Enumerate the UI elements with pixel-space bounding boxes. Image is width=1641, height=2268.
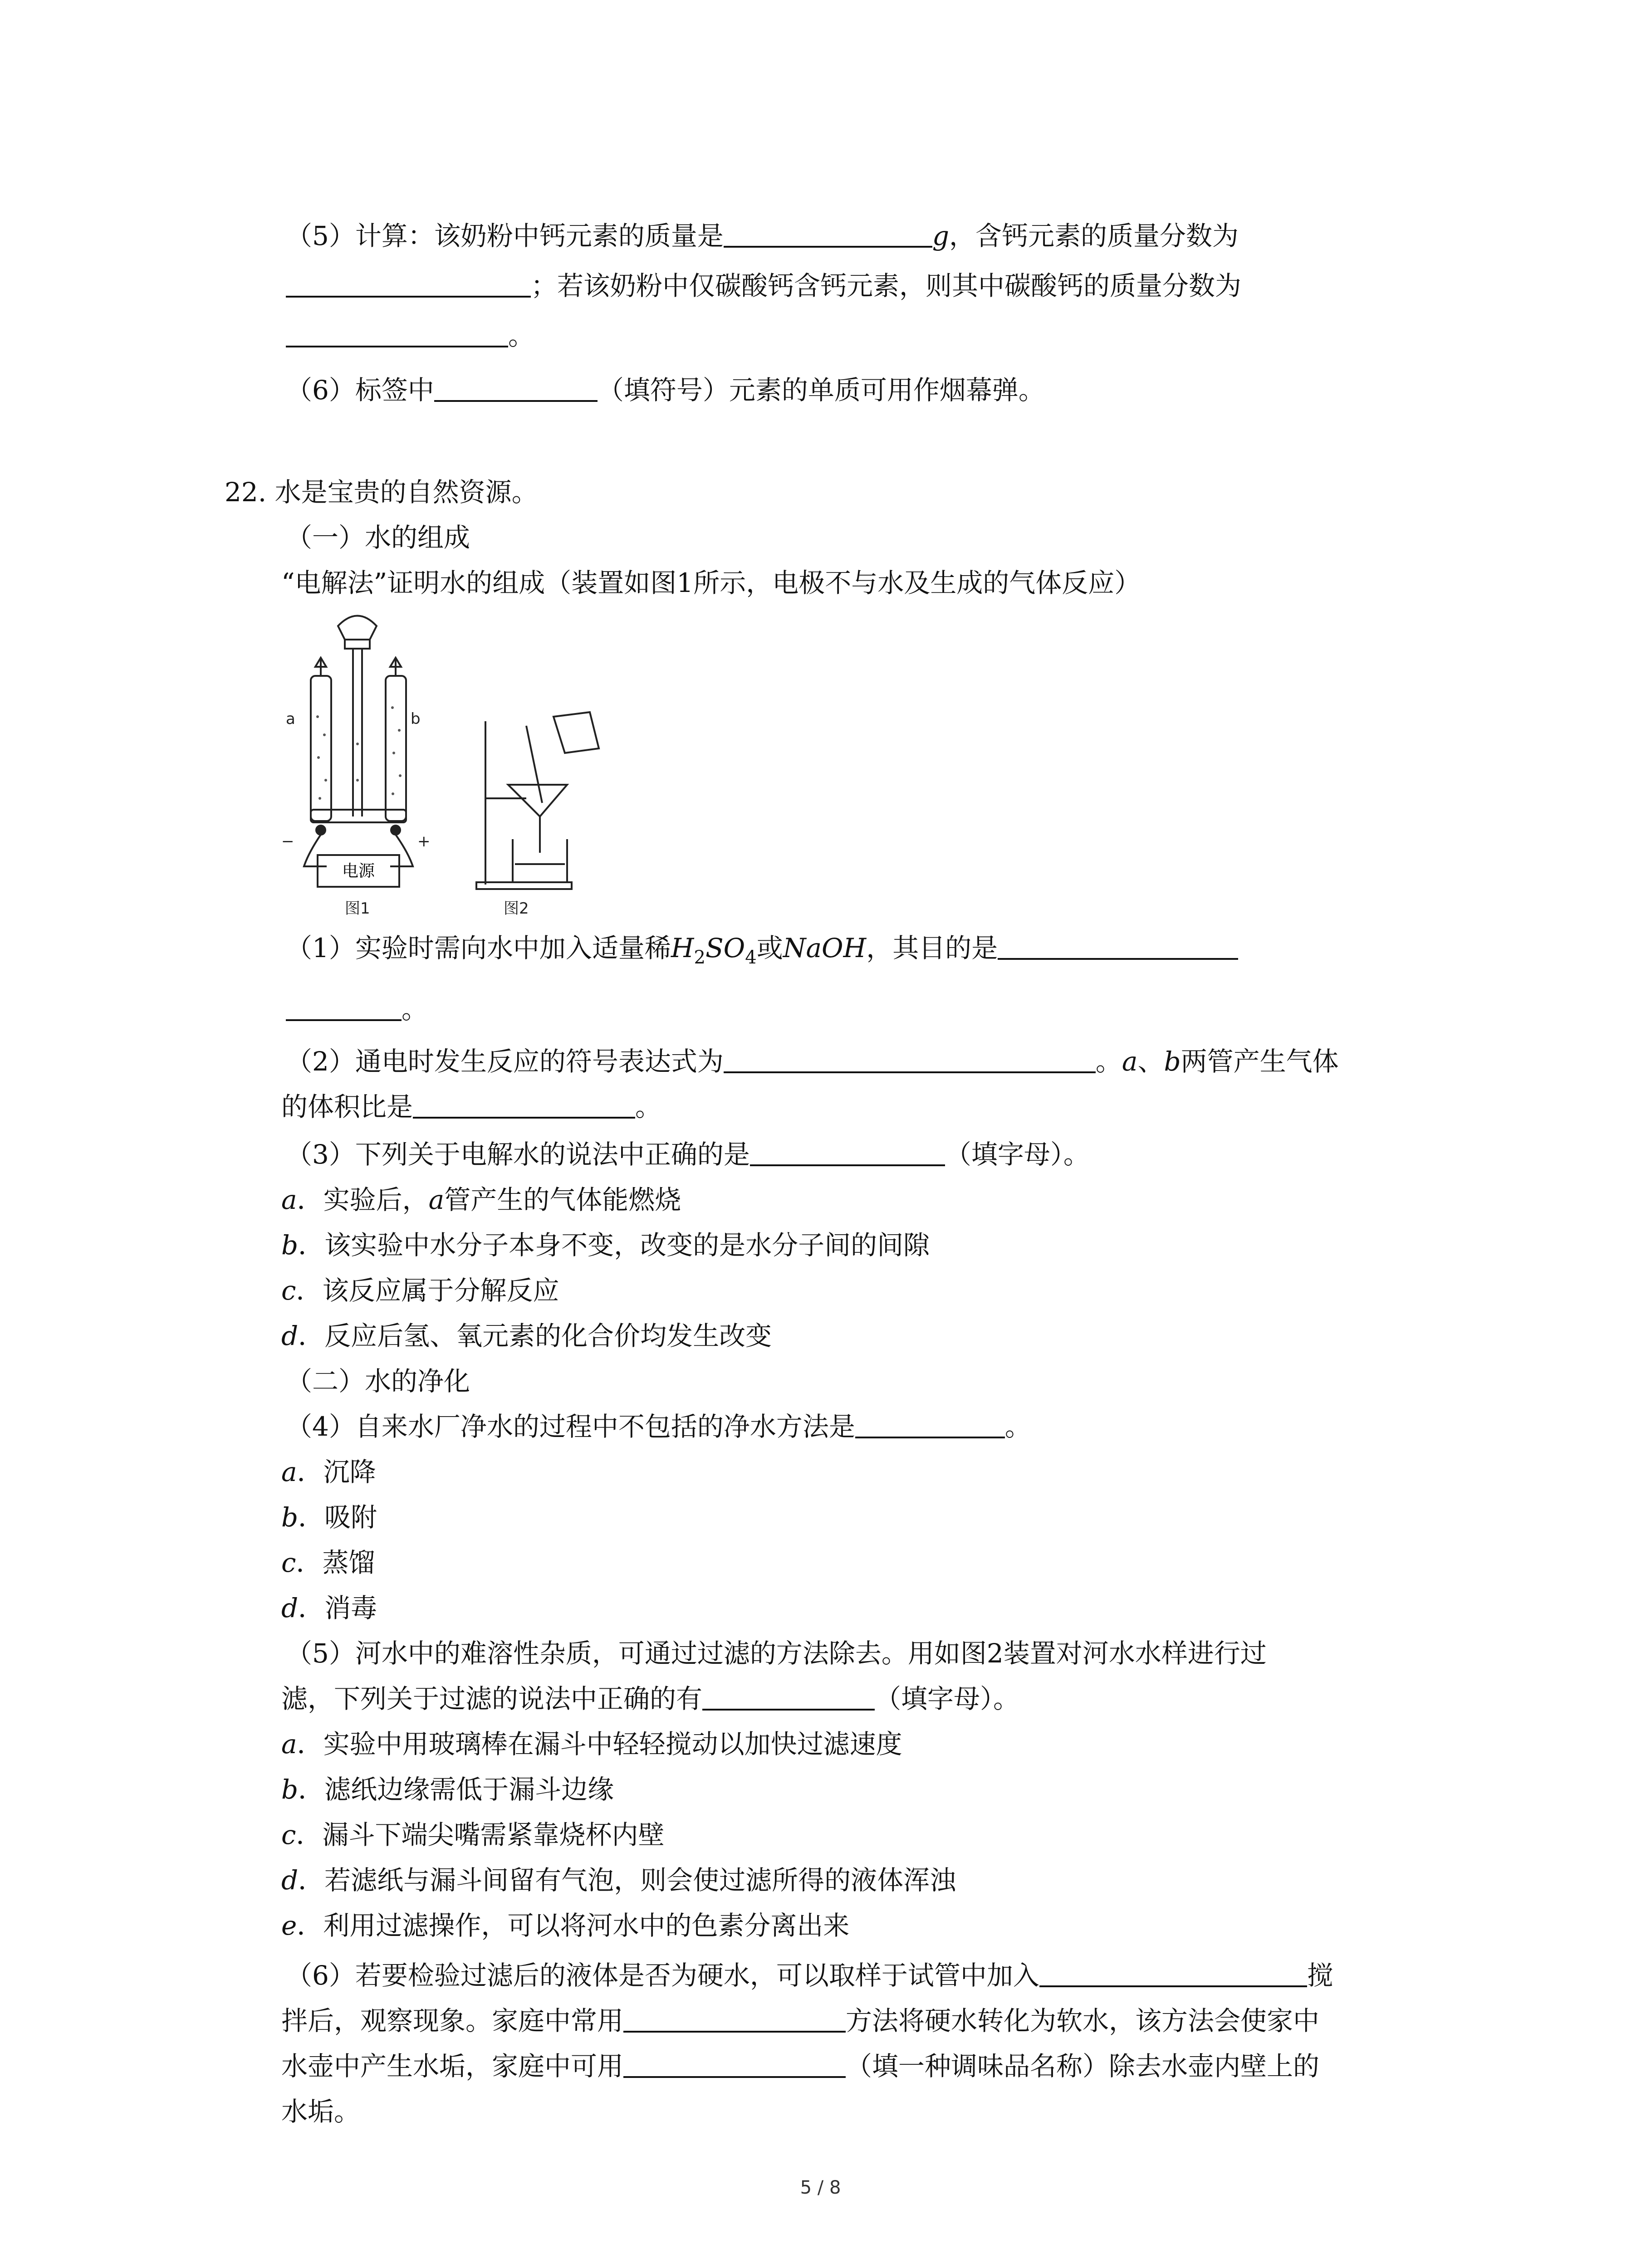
q22-4-text: （4）自来水厂净水的过程中不包括的净水方法是 [286,1411,855,1442]
q22-3-option-c[interactable] [281,1272,559,1309]
answer-blank[interactable] [750,1139,945,1166]
q22-2-rest: 两管产生气体 [1181,1046,1339,1077]
option-text: ．利用过滤操作，可以将河水中的色素分离出来 [297,1910,850,1941]
option-text: ．若滤纸与漏斗间留有气泡，则会使过滤所得的液体浑浊 [298,1865,956,1896]
q21-6-text-b: （填符号）元素的单质可用作烟幕弹。 [597,375,1045,406]
q22-3-option-b[interactable] [281,1227,930,1263]
q22-6-line3 [281,2048,1319,2084]
option-text: ．反应后氢、氧元素的化合价均发生改变 [298,1320,772,1351]
q22-2-text-b: 。 [1095,1046,1122,1077]
option-var: a [428,1184,445,1215]
q22-4-option-a[interactable] [281,1454,376,1490]
q21-5-line2 [286,268,1241,304]
formula-h: H [671,933,694,963]
answer-blank[interactable] [998,933,1238,960]
q22-4-option-b[interactable] [281,1499,377,1535]
q22-6-text-c: 水壶中产生水垢，家庭中可用 [281,2051,624,2082]
option-text: ．消毒 [298,1593,377,1623]
q22-3-question [286,1136,1090,1173]
q22-6-tail-b: 方法将硬水转化为软水，该方法会使家中 [846,2005,1320,2036]
option-letter: b [281,1502,299,1533]
option-text: ．实验后， [297,1184,429,1215]
q22-5-line1: （5）河水中的难溶性杂质，可通过过滤的方法除去。用如图2装置对河水水样进行过 [286,1638,1267,1669]
q22-6-text-b: 拌后，观察现象。家庭中常用 [281,2005,624,2036]
q22-6-line4: 水垢。 [281,2096,361,2127]
option-text: ．沉降 [297,1457,376,1487]
option-text: ．滤纸边缘需低于漏斗边缘 [298,1774,614,1805]
answer-blank[interactable] [724,1046,1096,1073]
answer-blank[interactable] [413,1091,635,1119]
option-text: ．实验中用玻璃棒在漏斗中轻轻搅动以加快过滤速度 [297,1729,902,1760]
q21-6-text-a: （6）标签中 [286,375,434,406]
formula-naoh: NaOH [783,933,867,963]
formula-so: SO [705,933,745,963]
answer-blank[interactable] [623,2005,846,2033]
option-text: ．吸附 [298,1502,377,1533]
figure-2-caption: 图2 [504,899,529,918]
q22-5-option-a[interactable] [281,1726,902,1762]
unit-g: g [932,220,950,251]
answer-blank[interactable] [286,270,531,298]
q22-3-text: （3）下列关于电解水的说法中正确的是 [286,1139,750,1170]
q22-1-line2 [286,991,428,1027]
option-letter: c [281,1547,296,1578]
formula-sub-4: 4 [745,947,757,968]
option-letter: e [281,1910,297,1941]
option-letter: a [281,1184,297,1215]
q22-5-text-b: 滤，下列关于过滤的说法中正确的有 [281,1683,703,1714]
answer-blank[interactable] [724,220,932,248]
q22-1-line1 [286,930,1238,966]
answer-blank[interactable] [1039,1960,1307,1987]
q22-5-option-b[interactable] [281,1771,614,1808]
page-number: 5 / 8 [800,2177,841,2198]
q21-6-line [286,372,1045,408]
q22-5-option-d[interactable] [281,1862,956,1898]
q22-4-tail: 。 [1004,1411,1031,1442]
q21-5-text-d: ；若该奶粉中仅碳酸钙含钙元素，则其中碳酸钙的质量分数为 [531,270,1242,301]
q22-4-option-d[interactable] [281,1590,377,1626]
option-letter: b [281,1230,299,1261]
q22-5-tail: （填字母）。 [875,1683,1020,1714]
q22-section-1: （一）水的组成 [286,522,470,553]
answer-blank[interactable] [702,1683,875,1711]
q22-5-option-e[interactable] [281,1907,849,1944]
answer-blank[interactable] [286,320,508,347]
option-text: ．该反应属于分解反应 [296,1275,559,1306]
q22-3-tail: （填字母）。 [945,1139,1090,1170]
q22-5-option-c[interactable] [281,1817,665,1853]
electrode-a-label: a [286,710,295,728]
q22-6-line1 [286,1957,1333,1994]
figure-1-caption: 图1 [345,899,370,918]
option-letter: b [281,1774,299,1805]
q22-2-mid: 、 [1137,1046,1164,1077]
option-letter: d [281,1865,299,1896]
tube-b: b [1164,1046,1181,1077]
q22-2-text-d: 的体积比是 [281,1091,413,1122]
option-letter: a [281,1457,297,1487]
option-letter: c [281,1275,296,1306]
figure-2-filtration [467,708,612,894]
formula-sub-2: 2 [694,947,705,968]
q22-6-tail-c: （填一种调味品名称）除去水壶内壁上的 [846,2051,1320,2082]
q22-5-line2 [281,1681,1019,1717]
q22-intro: “电解法”证明水的组成（装置如图1所示，电极不与水及生成的气体反应） [281,567,1141,598]
q22-3-option-d[interactable] [281,1318,772,1354]
q22-2-line1 [286,1043,1339,1080]
answer-blank[interactable] [286,994,402,1021]
q22-4-option-c[interactable] [281,1545,375,1581]
option-letter: d [281,1320,299,1351]
q21-5-text-e: 。 [508,320,535,351]
q22-3-option-a[interactable] [281,1182,681,1218]
q22-title: 22. 水是宝贵的自然资源。 [225,477,538,508]
q22-1-text-b: ，其目的是 [866,933,998,963]
option-letter: d [281,1593,299,1623]
minus-label: − [281,832,294,850]
figure-1-electrolysis [277,608,440,898]
q22-section-2: （二）水的净化 [286,1366,470,1397]
q22-6-tail-a: 搅 [1307,1960,1333,1991]
option-text: ．漏斗下端尖嘴需紧靠烧杯内壁 [296,1819,665,1850]
q22-4-question [286,1408,1031,1445]
option-letter: a [281,1729,297,1760]
q21-5-text-c: ，含钙元素的质量分数为 [949,220,1239,251]
option-text-rest: 管产生的气体能燃烧 [444,1184,681,1215]
q22-1-text-c: 。 [402,994,428,1025]
option-letter: c [281,1819,296,1850]
q22-2-line2 [281,1089,661,1125]
answer-blank[interactable] [855,1411,1005,1438]
q22-6-text-a: （6）若要检验过滤后的液体是否为硬水，可以取样于试管中加入 [286,1960,1039,1991]
q21-5-line1 [286,218,1239,254]
plus-label: + [417,832,431,850]
formula-or: 或 [756,933,783,963]
option-text: ．蒸馏 [296,1547,375,1578]
q22-2-text-e: 。 [635,1091,662,1122]
option-text: ．该实验中水分子本身不变，改变的是水分子间的间隙 [298,1230,930,1261]
q21-5-text-a: （5）计算：该奶粉中钙元素的质量是 [286,220,724,251]
tube-a: a [1122,1046,1138,1077]
electrode-b-label: b [411,710,421,728]
q22-6-line2 [281,2003,1319,2039]
answer-blank[interactable] [434,375,598,402]
power-label: 电源 [342,862,375,880]
answer-blank[interactable] [623,2051,846,2078]
q22-2-text-a: （2）通电时发生反应的符号表达式为 [286,1046,724,1077]
q22-1-text-a: （1）实验时需向水中加入适量稀 [286,933,671,963]
q21-5-line3 [286,318,534,354]
